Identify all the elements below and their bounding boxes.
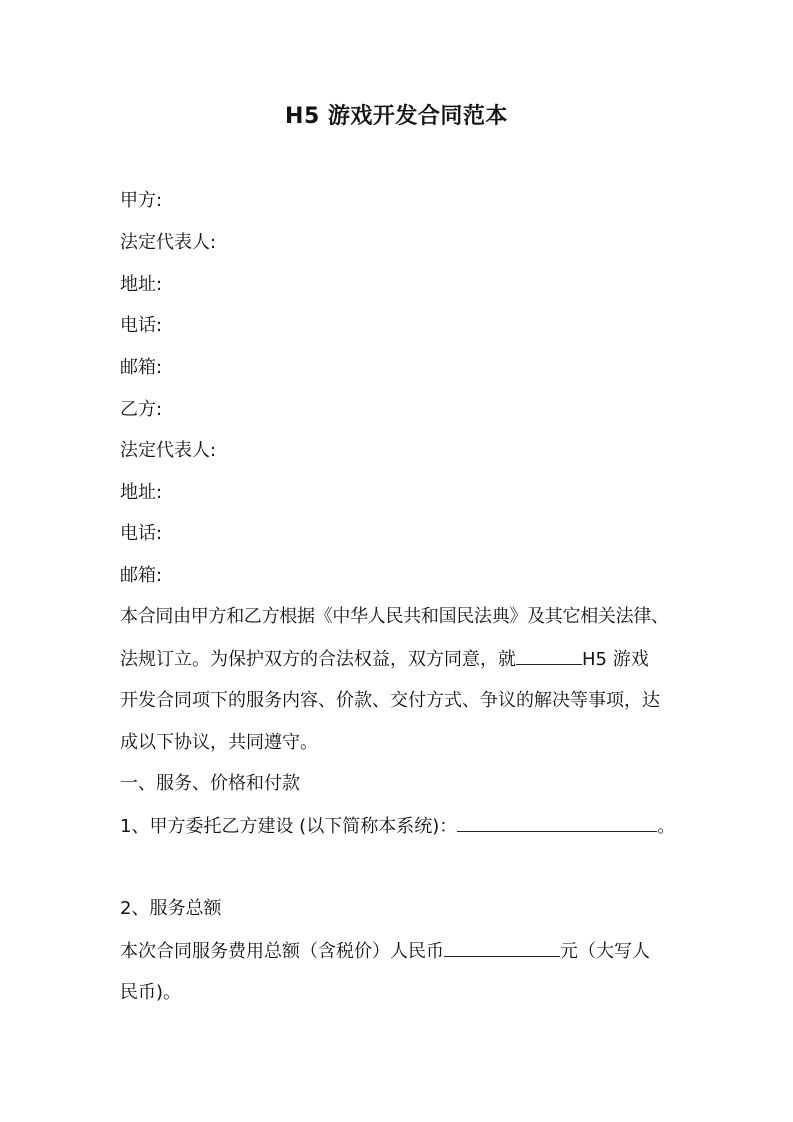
item-2: 2、服务总额 — [120, 898, 222, 919]
intro-line-3: 开发合同项下的服务内容、价款、交付方式、争议的解决等事项，达 — [120, 690, 660, 711]
intro-line-2-text: 法规订立。为保护双方的合法权益，双方同意，就 — [120, 649, 516, 670]
party-a-address: 地址: — [120, 274, 163, 295]
item-1-period: 。 — [657, 816, 676, 837]
party-a-rep: 法定代表人: — [120, 232, 217, 253]
fee-line-2: 民币)。 — [120, 982, 182, 1003]
intro-line-4: 成以下协议，共同遵守。 — [120, 732, 318, 753]
party-b-label: 乙方: — [120, 399, 163, 420]
party-b-email: 邮箱: — [120, 565, 163, 586]
fee-line-1 — [120, 938, 680, 965]
party-a-label: 甲方: — [120, 190, 163, 211]
party-a-email: 邮箱: — [120, 357, 163, 378]
document-title: H5 游戏开发合同范本 — [285, 104, 508, 129]
intro-line-2 — [120, 646, 680, 673]
item-1 — [120, 813, 680, 840]
system-name-blank — [457, 813, 657, 832]
party-b-address: 地址: — [120, 482, 163, 503]
section-1-heading: 一、服务、价格和付款 — [120, 773, 300, 794]
fee-line-1-suffix: 元（大写人 — [560, 941, 650, 962]
party-a-phone: 电话: — [120, 315, 163, 336]
intro-line-2-suffix: H5 游戏 — [582, 649, 649, 670]
fee-amount-blank — [444, 938, 560, 957]
party-b-phone: 电话: — [120, 523, 163, 544]
party-b-rep: 法定代表人: — [120, 440, 217, 461]
intro-line-1: 本合同由甲方和乙方根据《中华人民共和国民法典》及其它相关法律、 — [120, 606, 669, 627]
project-name-blank — [516, 646, 582, 665]
item-1-text: 1、甲方委托乙方建设 (以下简称本系统)： — [120, 816, 458, 837]
fee-line-1-text: 本次合同服务费用总额（含税价）人民币 — [120, 941, 444, 962]
